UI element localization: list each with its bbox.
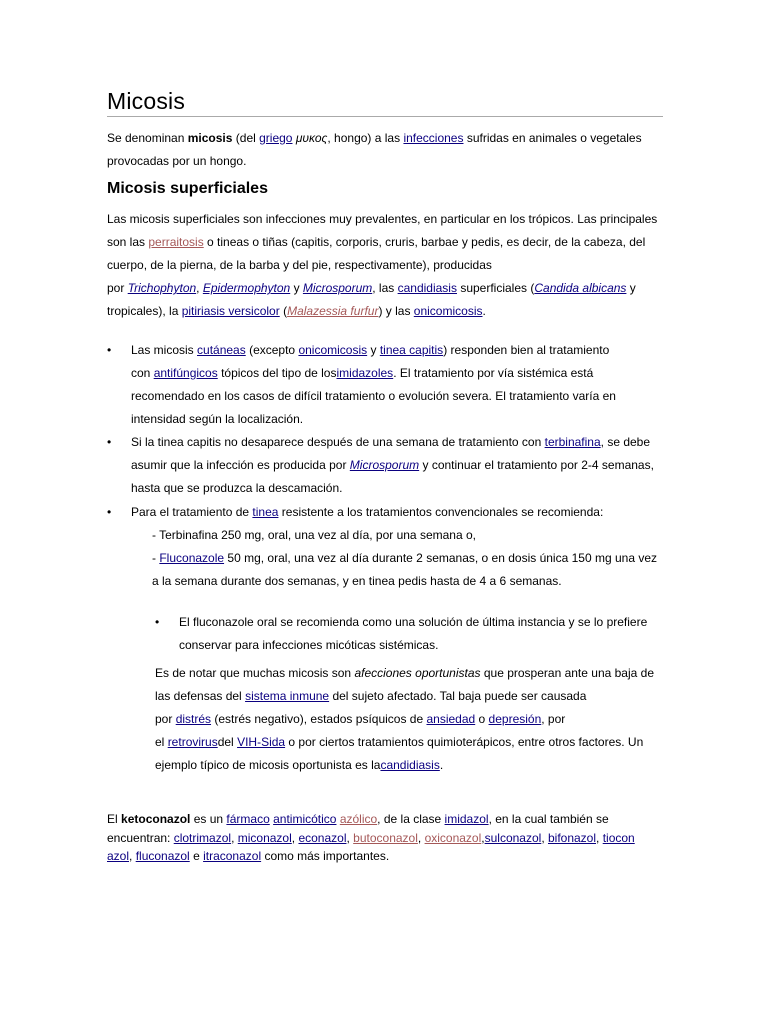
text: Es de notar que muchas micosis son (155, 666, 355, 680)
section-heading-superficiales: Micosis superficiales (107, 180, 268, 197)
link-vih-sida[interactable]: VIH-Sida (237, 735, 286, 749)
text: , (129, 849, 136, 863)
link-imidazoles[interactable]: imidazoles (336, 366, 394, 380)
text: , las (372, 281, 398, 295)
link-fluconazole[interactable]: Fluconazole (159, 551, 225, 565)
link-butoconazol[interactable]: butoconazol (353, 830, 418, 845)
text: Si la tinea capitis no desaparece después de una semana de tratamiento con (131, 435, 545, 449)
text: Las micosis superficiales son infecciones muy prevalentes, en particular en los trópicos. Las principales (107, 212, 658, 226)
link-trichophyton[interactable]: Trichophyton (127, 281, 197, 295)
text: o por ciertos tratamientos quimioterápicos, entre otros factores. Un (285, 735, 644, 749)
bullet-icon: • (155, 615, 160, 629)
link-depresion[interactable]: depresión (488, 712, 542, 726)
text: y (626, 281, 636, 295)
title-divider (107, 116, 663, 117)
link-cutaneas[interactable]: cutáneas (197, 343, 246, 357)
list-item (179, 611, 647, 657)
greek-word: μυκος (295, 131, 328, 145)
text: , hongo) a las (327, 131, 404, 145)
text: , (541, 830, 548, 845)
link-griego[interactable]: griego (259, 131, 293, 145)
text: a la semana durante dos semanas, y en tinea pedis hasta de 4 a 6 semanas. (152, 574, 562, 588)
text: tropicales), la (107, 304, 182, 318)
link-terbinafina[interactable]: terbinafina (544, 435, 601, 449)
link-imidazol[interactable]: imidazol (444, 812, 489, 826)
link-tinea[interactable]: tinea (252, 505, 279, 519)
text: (del (232, 131, 260, 145)
text: resistente a los tratamientos convencionales se recomienda: (278, 505, 604, 519)
superficiales-paragraph (107, 208, 657, 323)
list-item (131, 501, 603, 524)
text: y (290, 281, 303, 295)
text: del sujeto afectado. Tal baja puede ser causada (329, 689, 587, 703)
link-sulconazol[interactable]: sulconazol (484, 830, 542, 845)
link-itraconazol[interactable]: itraconazol (203, 849, 262, 863)
text: recomendado en los casos de difícil tratamiento o evolución severa. El tratamiento varía en (131, 389, 616, 403)
term-ketoconazol: ketoconazol (121, 812, 191, 826)
link-bifonazol[interactable]: bifonazol (547, 830, 597, 845)
link-tioconazol[interactable]: tiocon (602, 830, 635, 845)
link-onicomicosis[interactable]: onicomicosis (413, 304, 483, 318)
text: tópicos del tipo de los (217, 366, 337, 380)
text: - Terbinafina 250 mg, oral, una vez al día, por una semana o, (152, 528, 476, 542)
link-fluconazol[interactable]: fluconazol (135, 849, 190, 863)
list-item (131, 339, 616, 431)
text: . (439, 758, 444, 772)
link-candidiasis[interactable]: candidiasis (380, 758, 440, 772)
text: , (231, 830, 238, 845)
link-pitiriasis-versicolor[interactable]: pitiriasis versicolor (181, 304, 280, 318)
term-afecciones-oportunistas: afecciones oportunistas (354, 666, 481, 680)
link-distres[interactable]: distrés (175, 712, 212, 726)
text: encuentran: (107, 830, 174, 845)
ketoconazol-paragraph (107, 810, 635, 866)
oportunistas-paragraph (155, 662, 654, 777)
list-item (131, 431, 654, 500)
text: y continuar el tratamiento por 2-4 semanas, (419, 458, 654, 472)
text: cuerpo, de la pierna, de la barba y del pie, respectivamente), producidas (107, 258, 492, 272)
dosage-list (152, 524, 657, 593)
text: El fluconazole oral se recomienda como una solución de última instancia y se lo prefiere (179, 615, 648, 629)
link-candidiasis[interactable]: candidiasis (397, 281, 457, 295)
text: o tineas o tiñas (capitis, corporis, cruris, barbae y pedis, es decir, de la cabeza, del (203, 235, 646, 249)
text: por (107, 281, 128, 295)
text: , (346, 830, 354, 845)
text: e (189, 849, 204, 863)
link-microsporum[interactable]: Microsporum (349, 458, 420, 472)
link-antimicotico[interactable]: antimicótico (273, 812, 337, 826)
text: , (196, 281, 203, 295)
text: el (155, 735, 168, 749)
text: , de la clase (377, 812, 445, 826)
text: ejemplo típico de micosis oportunista es la (155, 758, 381, 772)
text: (estrés negativo), estados psíquicos de (211, 712, 427, 726)
text: sufridas en animales o vegetales (463, 131, 642, 145)
intro-paragraph (107, 127, 642, 173)
link-candida-albicans[interactable]: Candida albicans (534, 281, 627, 295)
text: del (217, 735, 238, 749)
link-perraitosis[interactable]: perraitosis (148, 235, 204, 249)
bullet-icon: • (107, 435, 112, 449)
text: , en la cual también se (488, 812, 609, 826)
text: con (131, 366, 154, 380)
text: superficiales ( (456, 281, 535, 295)
text: por (155, 712, 176, 726)
text: asumir que la infección es producida por (131, 458, 350, 472)
link-farmaco[interactable]: fármaco (226, 812, 270, 826)
text: . El tratamiento por vía sistémica está (393, 366, 594, 380)
text: ( (279, 304, 288, 318)
link-epidermophyton[interactable]: Epidermophyton (202, 281, 291, 295)
link-miconazol[interactable]: miconazol (237, 830, 292, 845)
link-infecciones[interactable]: infecciones (403, 131, 464, 145)
text: son las (107, 235, 149, 249)
text: , (596, 830, 603, 845)
text: provocadas por un hongo. (107, 154, 247, 168)
text: conservar para infecciones micóticas sistémicas. (179, 638, 439, 652)
link-malazessia-furfur[interactable]: Malazessia furfur (287, 304, 379, 318)
link-onicomicosis[interactable]: onicomicosis (298, 343, 368, 357)
link-retrovirus[interactable]: retrovirus (167, 735, 218, 749)
bullet-icon: • (107, 505, 112, 519)
link-ansiedad[interactable]: ansiedad (426, 712, 476, 726)
text: , (291, 830, 299, 845)
text: o (475, 712, 489, 726)
text: , se debe (600, 435, 651, 449)
text: , (417, 830, 425, 845)
link-tioconazol[interactable]: azol (107, 849, 130, 863)
link-econazol[interactable]: econazol (298, 830, 347, 845)
text: (excepto (245, 343, 299, 357)
link-sistema-inmune[interactable]: sistema inmune (245, 689, 330, 703)
text: Para el tratamiento de (131, 505, 253, 519)
link-clotrimazol[interactable]: clotrimazol (173, 830, 232, 845)
text: como más importantes. (261, 849, 390, 863)
link-azolico[interactable]: azólico (339, 812, 378, 826)
link-antifungicos[interactable]: antifúngicos (153, 366, 218, 380)
text: El (107, 812, 122, 826)
text: intensidad según la localización. (131, 412, 304, 426)
link-microsporum[interactable]: Microsporum (302, 281, 373, 295)
page-title: Micosis (107, 88, 186, 114)
term-micosis: micosis (187, 131, 233, 145)
text: , (481, 830, 485, 845)
link-oxiconazol[interactable]: oxiconazol (424, 830, 482, 845)
text: hasta que se produzca la descamación. (131, 481, 343, 495)
text: ) y las (378, 304, 414, 318)
text: . (482, 304, 486, 318)
text: Las micosis (131, 343, 198, 357)
text: Se denominan (107, 131, 188, 145)
text: - (152, 551, 160, 565)
text: las defensas del (155, 689, 246, 703)
text: y (367, 343, 380, 357)
text: 50 mg, oral, una vez al día durante 2 semanas, o en dosis única 150 mg una vez (224, 551, 657, 565)
text: es un (190, 812, 227, 826)
text: , por (541, 712, 566, 726)
link-tinea-capitis[interactable]: tinea capitis (379, 343, 444, 357)
bullet-icon: • (107, 343, 112, 357)
text: ) responden bien al tratamiento (443, 343, 610, 357)
text: que prosperan ante una baja de (480, 666, 654, 680)
